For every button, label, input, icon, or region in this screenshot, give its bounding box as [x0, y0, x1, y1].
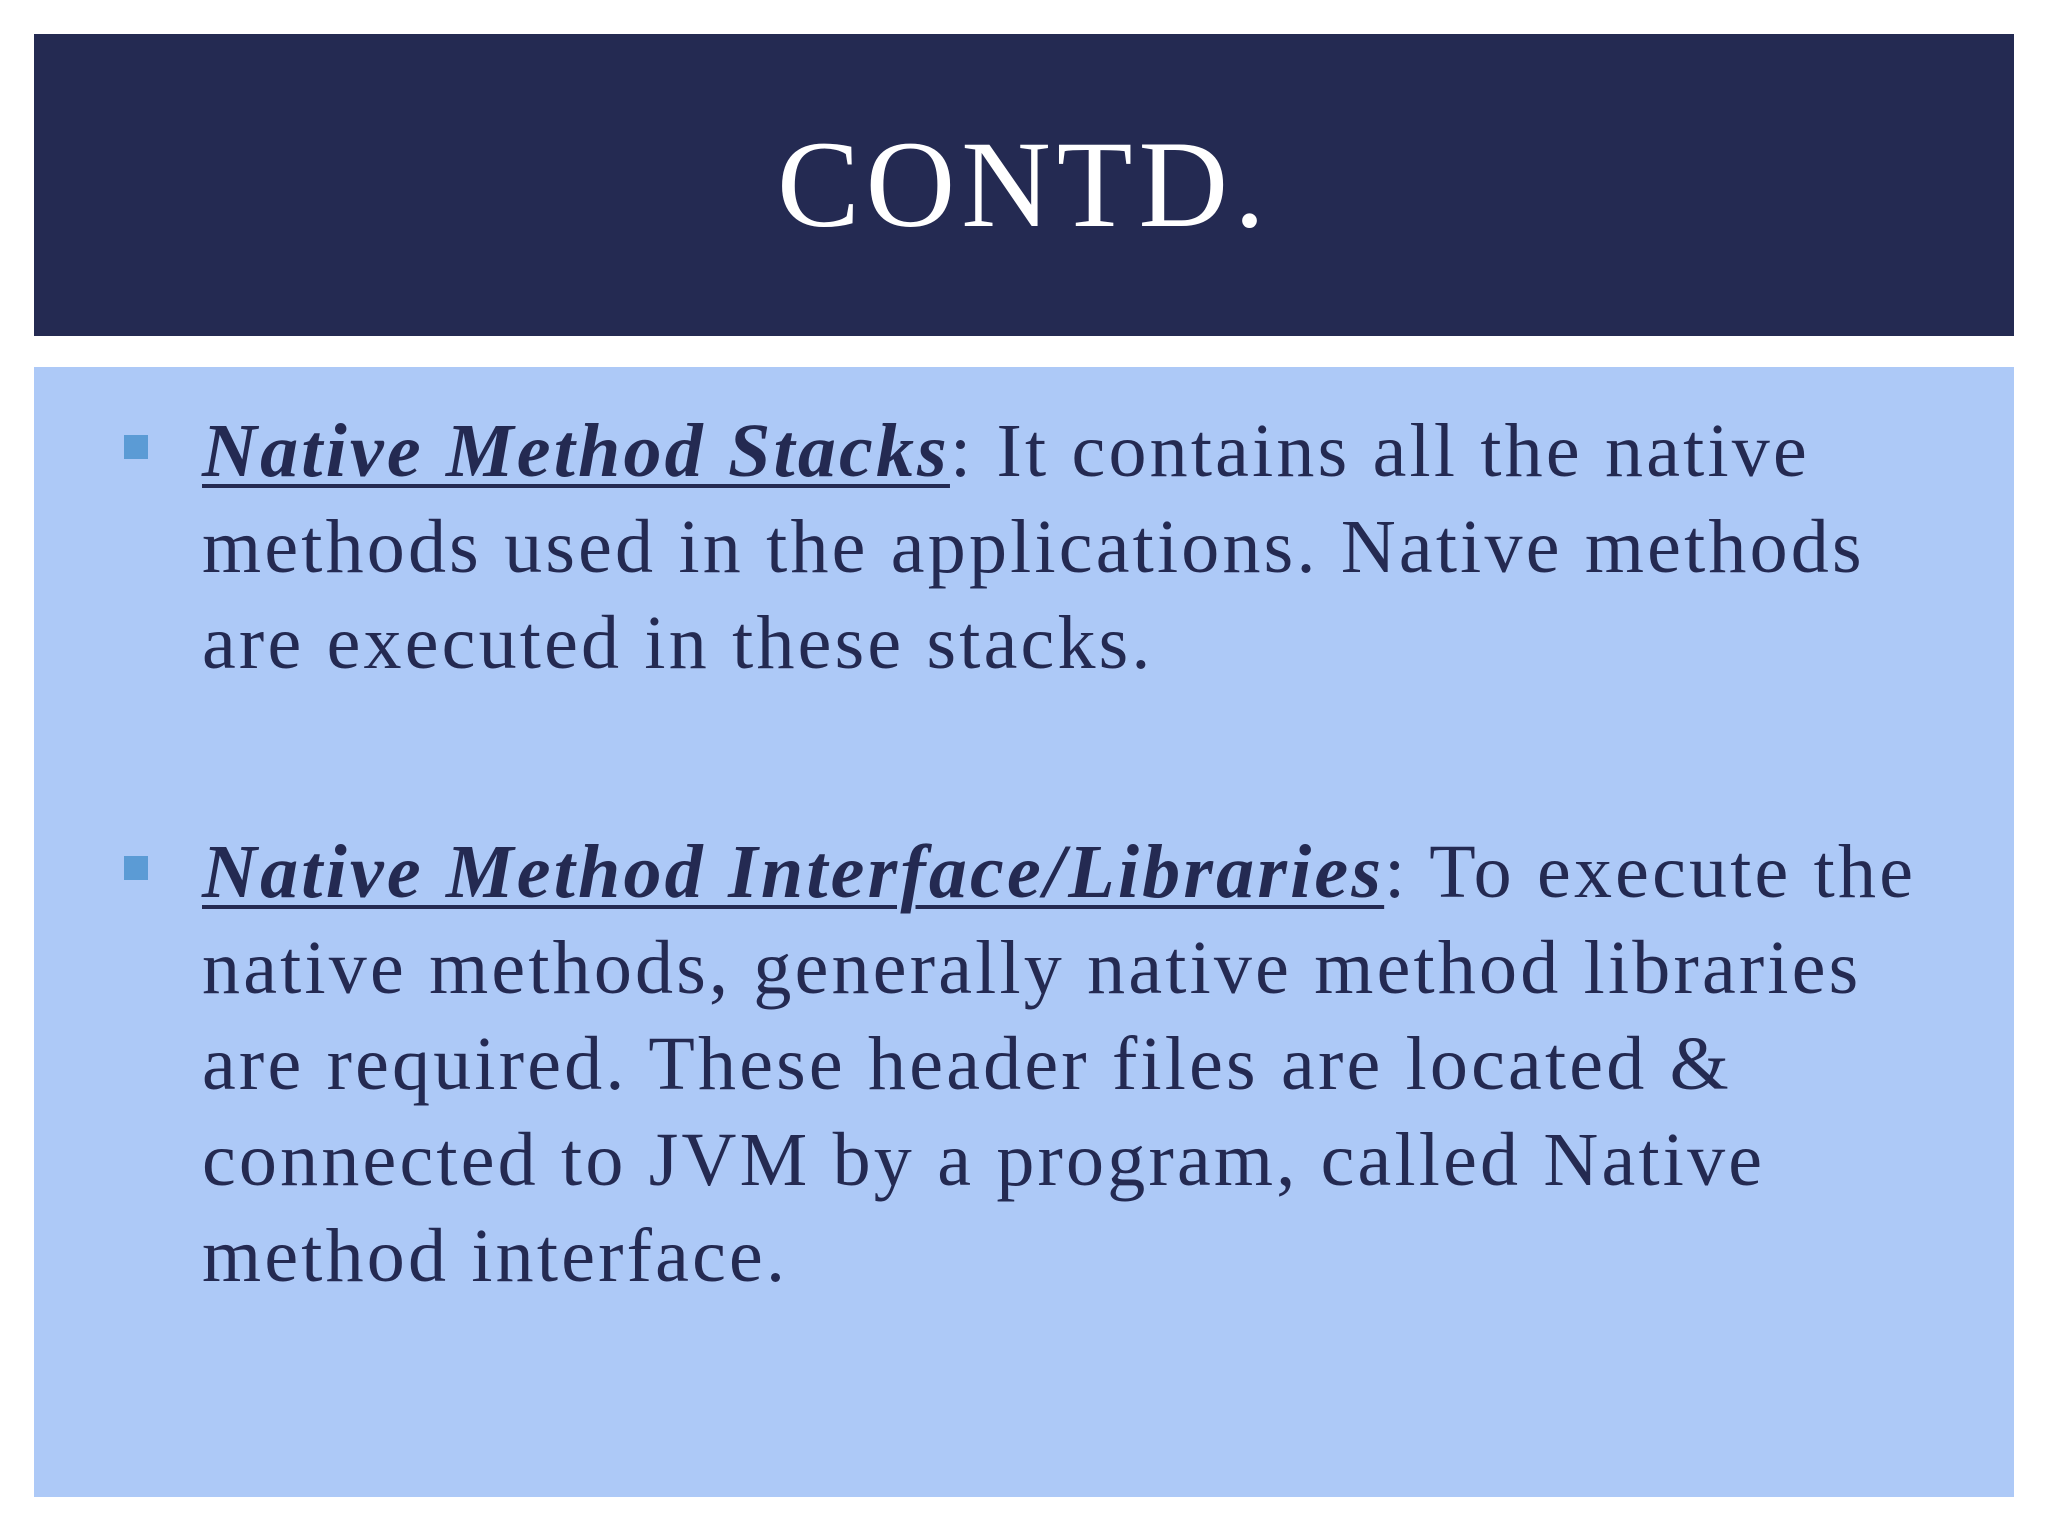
bullet-separator: : — [1384, 830, 1409, 914]
bullet-item — [124, 824, 1964, 1304]
bullet-term: Native Method Stacks — [202, 409, 950, 493]
bullet-term: Native Method Interface/Libraries — [202, 830, 1385, 914]
square-bullet-icon — [124, 856, 148, 880]
bullet-separator: : — [949, 409, 975, 493]
bullet-description: To execute the native methods, generally native method libraries are required. These header files are located & connected to JVM by a program, called Native method interface. — [202, 830, 1917, 1298]
bullet-item — [124, 403, 1964, 691]
bullet-description: It contains all the native methods used in the applications. Native methods are executed in these stacks. — [202, 409, 1865, 685]
bullet-text — [202, 403, 1964, 691]
content-box — [34, 367, 2014, 1497]
square-bullet-icon — [124, 435, 148, 459]
slide-title: CONTD. — [776, 116, 1272, 253]
title-bar — [34, 34, 2014, 336]
bullet-text — [202, 824, 1964, 1304]
